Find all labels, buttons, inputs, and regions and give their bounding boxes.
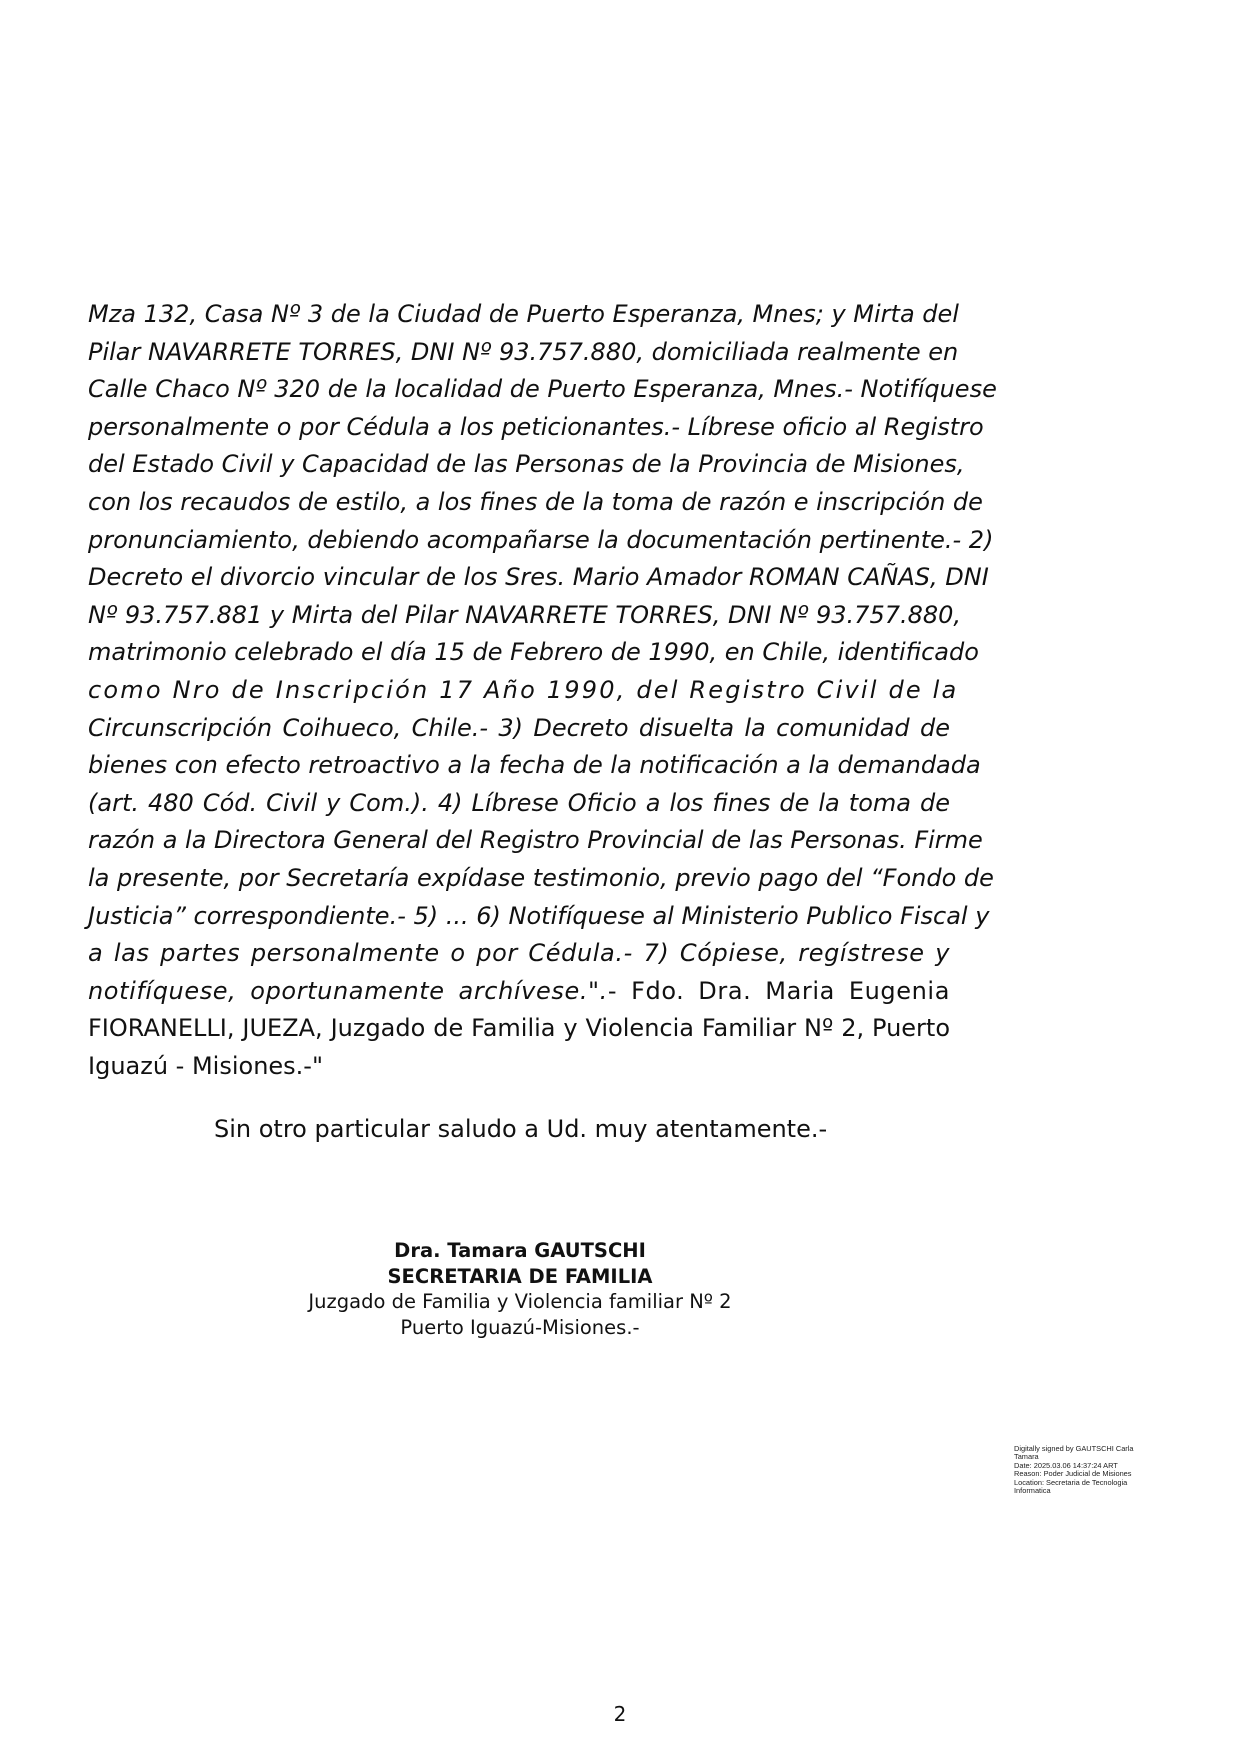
stamp-line: Reason: Poder Judicial de Misiones [1014, 1469, 1132, 1479]
body-line: Circunscripción Coihueco, Chile.- 3) Decreto disuelta la comunidad de [88, 713, 950, 742]
body-line: con los recaudos de estilo, a los fines de la toma de razón e inscripción de [88, 487, 983, 516]
body-line: Nº 93.757.881 y Mirta del Pilar NAVARRETE TORRES, DNI Nº 93.757.880, [88, 600, 962, 629]
body-line: Pilar NAVARRETE TORRES, DNI Nº 93.757.880, domiciliada realmente en [88, 337, 959, 366]
signer-name: Dra. Tamara GAUTSCHI [394, 1239, 646, 1262]
body-line: del Estado Civil y Capacidad de las Personas de la Provincia de Misiones, [88, 450, 965, 479]
body-line: como Nro de Inscripción 17 Año 1990, del Registro Civil de la [88, 675, 959, 704]
body-line: a las partes personalmente o por Cédula.- 7) Cópiese, regístrese y [88, 939, 950, 968]
body-line-upright-part: - Fdo. Dra. Maria Eugenia [607, 976, 950, 1005]
body-line: Mza 132, Casa Nº 3 de la Ciudad de Puerto Esperanza, Mnes; y Mirta del [88, 300, 959, 328]
resolution-text [88, 296, 997, 1085]
signer-title: SECRETARIA DE FAMILIA [387, 1264, 653, 1288]
stamp-line: Tamara [1014, 1452, 1039, 1462]
body-line: Calle Chaco Nº 320 de la localidad de Puerto Esperanza, Mnes.- Notifíquese [88, 375, 997, 404]
stamp-line: Informatica [1014, 1486, 1051, 1496]
body-line: bienes con efecto retroactivo a la fecha de la notificación a la demandada [88, 751, 981, 780]
body-line: la presente, por Secretaría expídase testimonio, previo pago del “Fondo de [88, 863, 994, 892]
body-line: personalmente o por Cédula a los peticionantes.- Líbrese oficio al Registro [88, 412, 984, 441]
signer-city: Puerto Iguazú-Misiones.- [400, 1315, 640, 1339]
body-line: Decreto el divorcio vincular de los Sres. Mario Amador ROMAN CAÑAS, DNI [88, 563, 989, 592]
signer-court: Juzgado de Familia y Violencia familiar Nº 2 [308, 1290, 732, 1313]
signature-block [270, 1238, 770, 1340]
digital-signature-stamp [1014, 1445, 1164, 1495]
body-line: Iguazú - Misiones.-" [88, 1051, 323, 1080]
stamp-line: Date: 2025.03.06 14:37:24 ART [1014, 1460, 1118, 1470]
body-line: Justicia” correspondiente.- 5) ... 6) Notifíquese al Ministerio Publico Fiscal y [88, 901, 990, 930]
stamp-line: Location: Secretaria de Tecnologia [1014, 1477, 1128, 1487]
stamp-line: Digitally signed by GAUTSCHI Carla [1014, 1444, 1134, 1453]
body-line-mixed [88, 973, 950, 1011]
body-line: razón a la Directora General del Registro Provincial de las Personas. Firme [88, 826, 983, 855]
body-line-italic-part: notifíquese, oportunamente archívese.". [88, 976, 608, 1005]
body-line: FIORANELLI, JUEZA, Juzgado de Familia y Violencia Familiar Nº 2, Puerto [88, 1014, 950, 1043]
body-line: matrimonio celebrado el día 15 de Febrero de 1990, en Chile, identificado [88, 638, 979, 667]
page-number: 2 [613, 1702, 627, 1726]
body-line: pronunciamiento, debiendo acompañarse la documentación pertinente.- 2) [88, 525, 994, 554]
closing-salutation: Sin otro particular saludo a Ud. muy atentamente.- [214, 1115, 828, 1143]
body-line: (art. 480 Cód. Civil y Com.). 4) Líbrese Oficio a los fines de la toma de [88, 788, 950, 817]
